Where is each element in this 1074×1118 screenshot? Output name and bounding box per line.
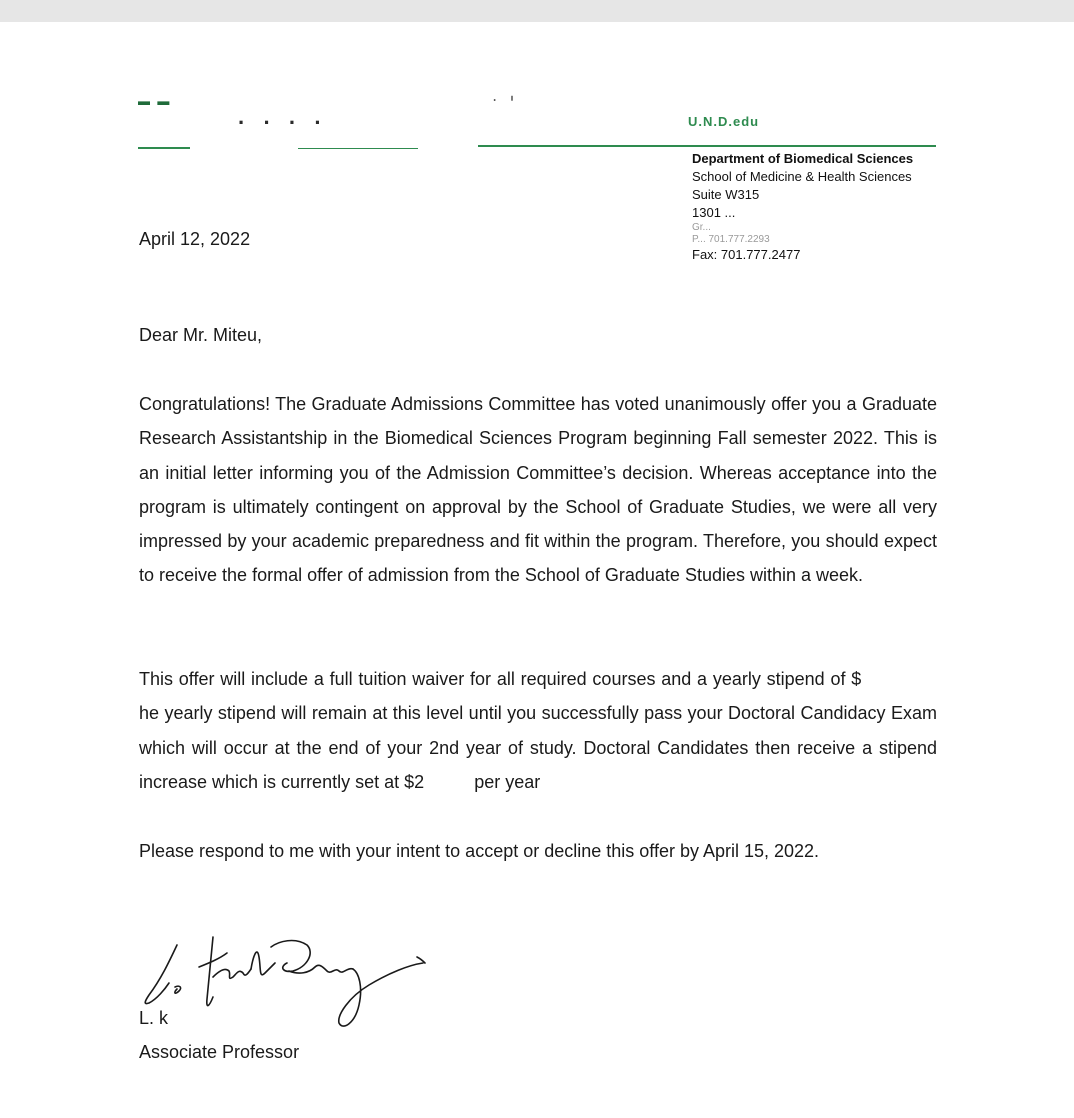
salutation: Dear Mr. Miteu, [139, 325, 263, 345]
signer-name: L. k [139, 1008, 169, 1028]
handwritten-signature [139, 927, 439, 1032]
street-line: 1301 ... [692, 205, 736, 220]
suite-line: Suite W315 [692, 187, 760, 202]
letter-date: April 12, 2022 [139, 229, 251, 249]
department-name: Department of Biomedical Sciences [692, 151, 914, 166]
letterhead-fragment-3: ᐧ ᑊ [493, 95, 519, 107]
letter-page [0, 22, 1074, 1118]
redacted-increase [424, 765, 469, 799]
letterhead-rule-right [478, 145, 936, 147]
stipend-text-middle: he yearly stipend will remain at this level until you successfully pass your Doctoral Candidacy Exam which will occur at the end of your 2nd year of study. Doctoral Candidates then receive a stipend increase which is currently set at $ [139, 703, 937, 792]
city-line: Gr... [692, 222, 711, 233]
school-name: School of Medicine & Health Sciences [692, 169, 912, 184]
redacted-amount [861, 662, 937, 696]
letterhead-rule-middle [298, 148, 418, 149]
signer-title: Associate Professor [139, 1042, 300, 1062]
paragraph-stipend [139, 662, 937, 799]
stipend-amount-fragment: 2 [414, 771, 425, 792]
paragraph-respond: Please respond to me with your intent to accept or decline this offer by April 15, 2022. [139, 841, 820, 861]
fax-line: Fax: 701.777.2477 [692, 247, 801, 262]
letterhead-website: U.N.D.edu [688, 114, 760, 129]
letterhead-rule-left [138, 147, 190, 149]
phone-line: P... 701.777.2293 [692, 234, 770, 245]
letterhead-fragment-2: · · · · [238, 110, 328, 135]
letterhead [138, 92, 938, 152]
stipend-text-start: This offer will include a full tuition waiver for all required courses and a yearly stipend of $ [139, 669, 862, 689]
stipend-text-end: per year [469, 771, 541, 792]
letterhead-fragment-1: ▬ ▬ [138, 94, 172, 108]
paragraph-offer: Congratulations! The Graduate Admissions Committee has voted unanimously offer you a Graduate Research Assistantship in the Biomedical Sciences Program beginning Fall semester 2022. This is an initial letter informing you of the Admission Committee’s decision. Whereas acceptance into the program is ultimately contingent on approval by the School of Graduate Studies, we were all very impressed by your academic preparedness and fit within the program. Therefore, you should expect to receive the formal offer of admission from the School of Graduate Studies within a week. [139, 394, 937, 586]
